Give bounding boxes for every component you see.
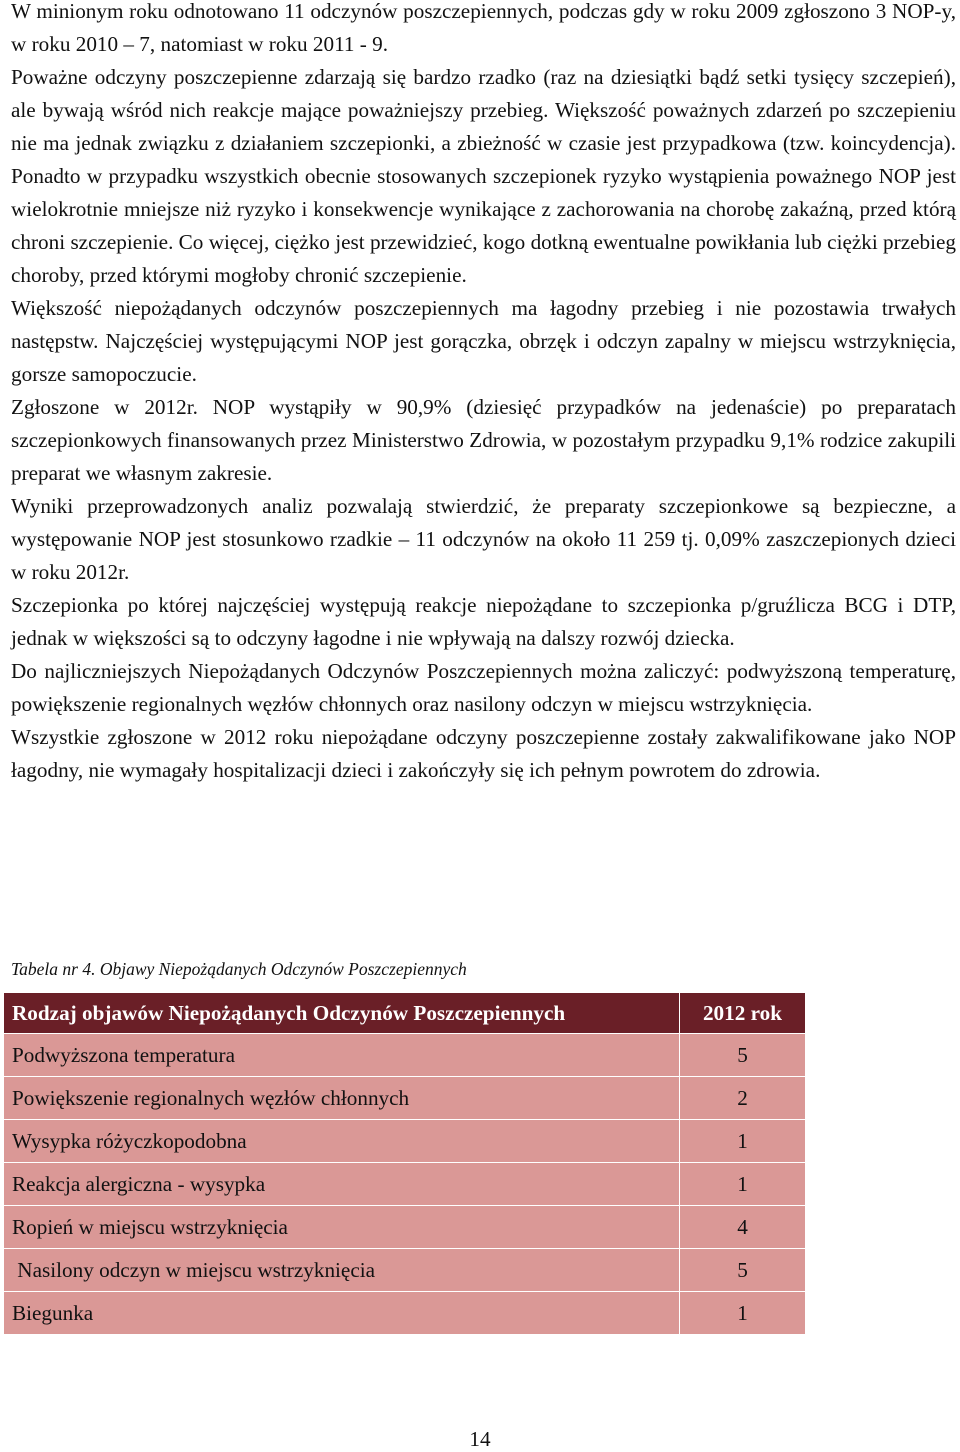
table-row: [4, 1077, 806, 1120]
row-label: Biegunka: [4, 1292, 680, 1335]
row-value: 5: [680, 1034, 806, 1077]
row-label: Reakcja alergiczna - wysypka: [4, 1163, 680, 1206]
row-label: Powiększenie regionalnych węzłów chłonnych: [4, 1077, 680, 1120]
page-number: 14: [469, 1427, 491, 1451]
table-row: [4, 1163, 806, 1206]
paragraph-nop-counts: W minionym roku odnotowano 11 odczynów poszczepiennych, podczas gdy w roku 2009 zgłoszono 3 NOP-y, w roku 2010 – 7, natomiast w roku 2011 - 9.: [11, 0, 956, 56]
row-label: Wysypka różyczkopodobna: [4, 1120, 680, 1163]
row-value: 5: [680, 1249, 806, 1292]
table-row: [4, 1249, 806, 1292]
header-symptom-type: Rodzaj objawów Niepożądanych Odczynów Poszczepiennych: [4, 993, 680, 1034]
body-text: [11, 0, 956, 787]
paragraph-serious-reactions: Poważne odczyny poszczepienne zdarzają się bardzo rzadko (raz na dziesiątki bądź setki tysięcy szczepień), ale bywają wśród nich reakcje mające poważniejszy przebieg. Większość poważnych zdarzeń po szczepieniu nie ma jednak związku z działaniem szczepionki, a zbieżność w czasie jest przypadkowa (tzw. koincydencja). Ponadto w przypadku wszystkich obecnie stosowanych szczepionek ryzyko wystąpienia poważnego NOP jest wielokrotnie mniejsze niż ryzyko i konsekwencje wynikające z zachorowania na chorobę zakaźną, przed którą chroni szczepienie. Co więcej, ciężko jest przewidzieć, kogo dotkną ewentualne powikłania lub ciężki przebieg choroby, przed którymi mogłoby chronić szczepienie.: [11, 65, 956, 287]
row-label: Nasilony odczyn w miejscu wstrzyknięcia: [4, 1249, 680, 1292]
table-row: [4, 1034, 806, 1077]
paragraph-analysis-results: Wyniki przeprowadzonych analiz pozwalają stwierdzić, że preparaty szczepionkowe są bezpieczne, a występowanie NOP jest stosunkowo rzadkie – 11 odczynów na około 11 259 tj. 0,09% zaszczepionych dzieci w roku 2012r.: [11, 494, 956, 584]
table-row: [4, 1206, 806, 1249]
paragraph-reported-2012: Zgłoszone w 2012r. NOP wystąpiły w 90,9% (dziesięć przypadków na jedenaście) po preparatach szczepionkowych finansowanych przez Ministerstwo Zdrowia, w pozostałym przypadku 9,1% rodzice zakupili preparat we własnym zakresie.: [11, 395, 956, 485]
row-label: Ropień w miejscu wstrzyknięcia: [4, 1206, 680, 1249]
paragraph-bcg-dtp: Szczepionka po której najczęściej występują reakcje niepożądane to szczepionka p/gruźlicza BCG i DTP, jednak w większości są to odczyny łagodne i nie wpływają na dalszy rozwój dziecka.: [11, 593, 956, 650]
header-year: 2012 rok: [680, 993, 806, 1034]
table-row: [4, 1120, 806, 1163]
row-value: 2: [680, 1077, 806, 1120]
paragraph-all-mild: Wszystkie zgłoszone w 2012 roku niepożądane odczyny poszczepienne zostały zakwalifikowane jako NOP łagodny, nie wymagały hospitalizacji dzieci i zakończyły się ich pełnym powrotem do zdrowia.: [11, 725, 956, 782]
table-caption: Tabela nr 4. Objawy Niepożądanych Odczynów Poszczepiennych: [11, 959, 467, 979]
row-value: 1: [680, 1292, 806, 1335]
nop-symptoms-table: [3, 992, 806, 1335]
row-value: 1: [680, 1163, 806, 1206]
row-value: 4: [680, 1206, 806, 1249]
table-row: [4, 1292, 806, 1335]
paragraph-common-nop: Do najliczniejszych Niepożądanych Odczynów Poszczepiennych można zaliczyć: podwyższoną temperaturę, powiększenie regionalnych węzłów chłonnych oraz nasilony odczyn w miejscu wstrzyknięcia.: [11, 659, 956, 716]
row-label: Podwyższona temperatura: [4, 1034, 680, 1077]
paragraph-mild-reactions: Większość niepożądanych odczynów poszczepiennych ma łagodny przebieg i nie pozostawia trwałych następstw. Najczęściej występującymi NOP jest gorączka, obrzęk i odczyn zapalny w miejscu wstrzyknięcia, gorsze samopoczucie.: [11, 296, 956, 386]
table-header-row: [4, 993, 806, 1034]
row-value: 1: [680, 1120, 806, 1163]
